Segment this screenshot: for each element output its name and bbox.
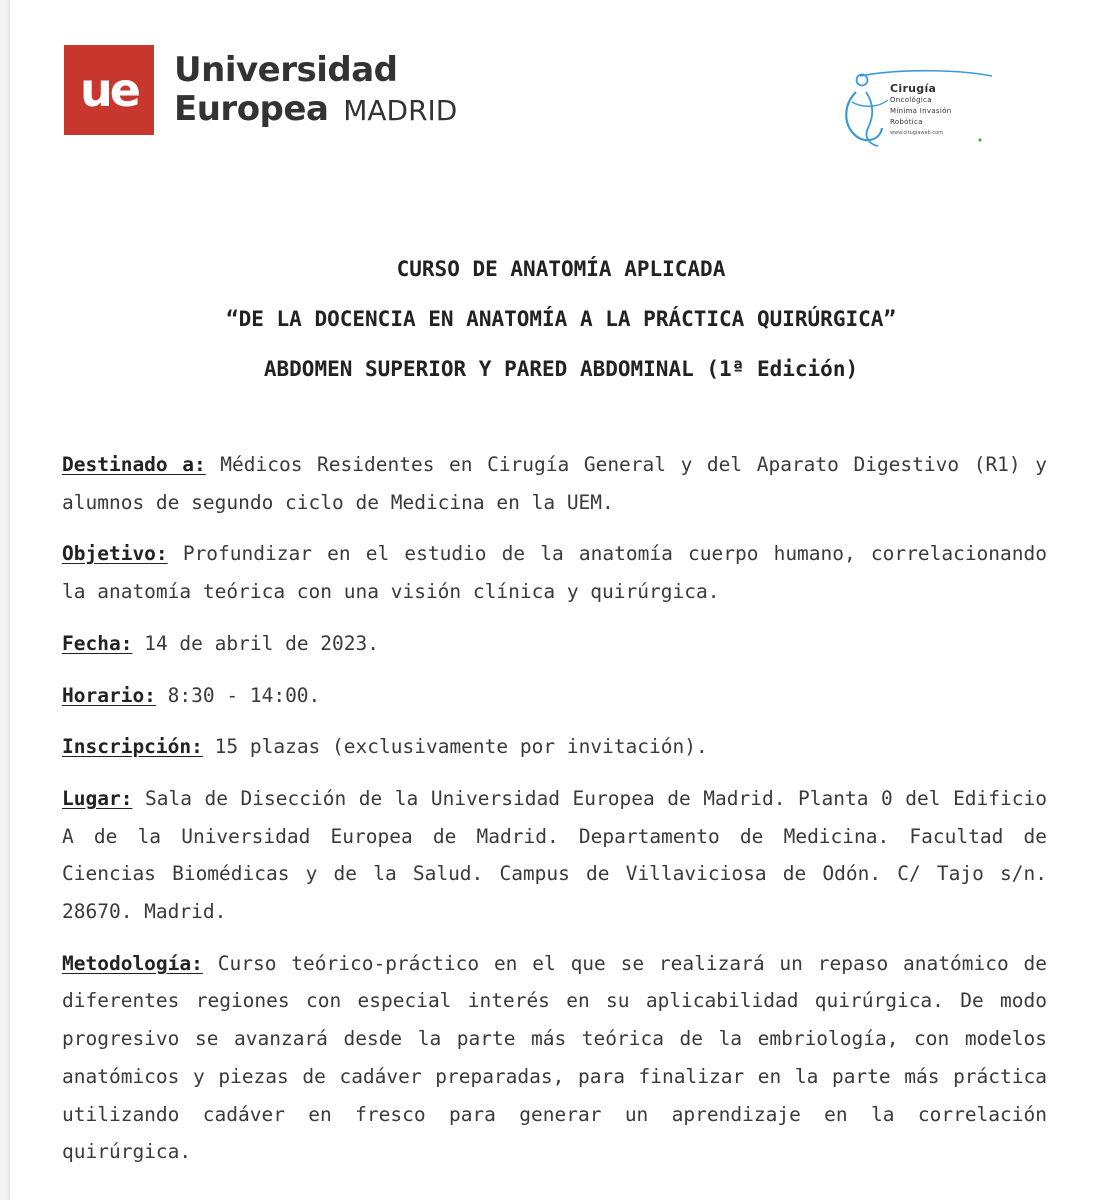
section-label: Lugar: [62,786,133,810]
section-horario [62,677,1047,715]
section-label: Inscripción: [62,735,203,759]
section-text: Curso teórico-práctico en el que se realizará un repaso anatómico de diferentes regiones con especial interés en su aplicabilidad quirúrgica. De modo progresivo se avanzará desde la parte más teórica de la embriología, con modelos anatómicos y piezas de cadáver preparadas, para finalizar en la parte más práctica utilizando cadáver en fresco para generar un aprendizaje en la correlación quirúrgica. [62,951,1047,1164]
section-fecha [62,625,1047,663]
course-details [62,446,1047,1185]
section-metodologia [62,945,1047,1171]
section-text: 14 de abril de 2023. [144,631,380,655]
section-label: Destinado a: [62,453,206,476]
section-text: Profundizar en el estudio de la anatomía cuerpo humano, correlacionando la anatomía teórica con una visión clínica y quirúrgica. [62,542,1047,604]
section-label: Fecha: [62,631,133,655]
section-label: Horario: [62,683,156,707]
course-subtitle: “DE LA DOCENCIA EN ANATOMÍA A LA PRÁCTICA QUIRÚRGICA” [225,307,897,331]
ue-logo-wordmark [174,51,457,131]
section-text: Sala de Disección de la Universidad Europea de Madrid. Planta 0 del Edificio A de la Universidad Europea de Madrid. Departamento de Medicina. Facultad de Ciencias Biomédicas y de la Salud. Campus de Villaviciosa de Odón. C/ Tajo s/n. 28670. Madrid. [62,786,1047,924]
section-text: 15 plazas (exclusivamente por invitación). [214,735,708,759]
section-text: Médicos Residentes en Cirugía General y del Aparato Digestivo (R1) y alumnos de segundo ciclo de Medicina en la UEM. [62,453,1047,514]
document-page [10,0,1112,1200]
section-text: 8:30 - 14:00. [167,683,321,707]
ue-logo-mark: ue [64,45,154,135]
section-destinado [62,446,1047,521]
section-label: Metodología: [62,951,203,975]
cirugia-logo [822,62,1032,162]
cirugia-logo-url: www.cirugiaweb.com [890,130,943,136]
course-titles [10,254,1112,404]
cirugia-logo-line: Mínima Invasión [890,107,952,115]
section-lugar [62,780,1047,931]
course-title: CURSO DE ANATOMÍA APLICADA [396,257,726,281]
cirugia-logo-title: Cirugía [890,82,937,95]
section-objetivo [62,535,1047,610]
section-inscripcion [62,728,1047,766]
ue-logo-europea: Europea [174,89,329,129]
section-label: Objetivo: [62,542,168,566]
course-edition-title: ABDOMEN SUPERIOR Y PARED ABDOMINAL (1ª Edición) [263,357,859,381]
cirugia-logo-line: Robótica [890,118,923,126]
ue-logo-universidad: Universidad [174,50,398,90]
cirugia-logo-line: Oncológica [890,96,932,104]
ue-logo-madrid: MADRID [343,94,458,127]
